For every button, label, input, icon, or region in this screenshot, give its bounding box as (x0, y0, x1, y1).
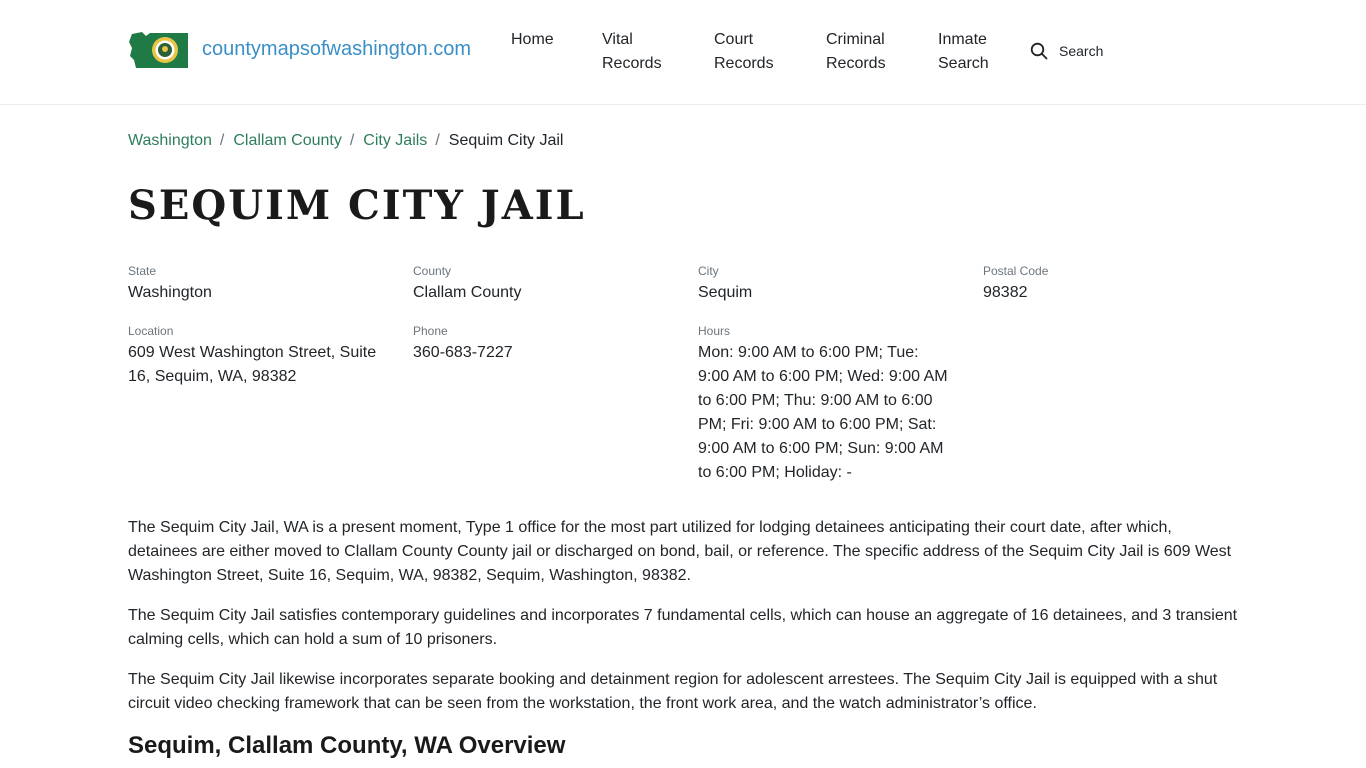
state-info (128, 263, 388, 305)
state-label: State (128, 264, 157, 278)
breadcrumb-current: Sequim City Jail (448, 132, 564, 149)
city-label: City (698, 264, 719, 278)
search-icon (1030, 42, 1048, 60)
nav-court-records[interactable] (714, 28, 774, 76)
phone-value: 360-683-7227 (413, 344, 513, 361)
nav-vital-records[interactable] (602, 28, 662, 76)
search-label: Search (1059, 43, 1104, 59)
state-value: Washington (128, 284, 212, 301)
nav-vital-records-line1: Vital (602, 31, 633, 48)
hours-label: Hours (698, 324, 731, 338)
nav-home[interactable] (511, 28, 554, 52)
nav-vital-records-line2: Records (602, 55, 662, 72)
site-brand-link[interactable] (128, 30, 471, 70)
location-label: Location (128, 324, 174, 338)
breadcrumb-separator: / (435, 132, 440, 149)
site-header (0, 0, 1366, 105)
washington-state-flag-icon (128, 30, 190, 70)
county-info (413, 263, 673, 305)
postal-info (983, 263, 1243, 305)
nav-court-records-line1: Court (714, 31, 754, 48)
nav-inmate-search-line2: Search (938, 55, 989, 72)
overview-heading: Sequim, Clallam County, WA Overview (128, 732, 566, 759)
nav-inmate-search[interactable] (938, 28, 989, 76)
nav-criminal-records[interactable] (826, 28, 886, 76)
county-label: County (413, 264, 452, 278)
nav-inmate-search-line1: Inmate (938, 31, 987, 48)
search-button[interactable] (1030, 42, 1103, 60)
site-name: countymapsofwashington.com (202, 37, 472, 60)
city-info (698, 263, 958, 305)
breadcrumb-separator: / (219, 132, 225, 149)
postal-label: Postal Code (983, 264, 1049, 278)
breadcrumb-clallam-county[interactable]: Clallam County (233, 132, 342, 149)
breadcrumb-separator: / (349, 132, 355, 149)
page-title: SEQUIM CITY JAIL (128, 182, 586, 229)
breadcrumb (128, 130, 563, 152)
nav-criminal-records-line2: Records (826, 55, 886, 72)
location-value: 609 West Washington Street, Suite 16, Sequim, WA, 98382 (128, 344, 377, 385)
breadcrumb-washington[interactable]: Washington (128, 132, 212, 149)
nav-court-records-line2: Records (714, 55, 774, 72)
postal-value: 98382 (983, 284, 1028, 301)
phone-info (413, 323, 668, 365)
nav-home-label: Home (511, 31, 554, 48)
city-value: Sequim (698, 284, 753, 301)
nav-criminal-records-line1: Criminal (826, 31, 885, 48)
location-info (128, 323, 383, 389)
content-paragraph: The Sequim City Jail likewise incorporates separate booking and detainment region for adolescent arrestees. The Sequim City Jail is equipped with a shut circuit video checking framework that can be seen from the workstation, the front work area, and the watch administrator’s office. (128, 671, 1218, 712)
content-paragraph: The Sequim City Jail, WA is a present moment, Type 1 office for the most part utilized for lodging detainees anticipating their court date, after which, detainees are either moved to Clallam County County jail or discharged on bond, bail, or reference. The specific address of the Sequim City Jail is 609 West Washington Street, Suite 16, Sequim, WA, 98382, Sequim, Washington, 98382. (128, 519, 1232, 584)
content-paragraph: The Sequim City Jail satisfies contemporary guidelines and incorporates 7 fundamental cells, which can house an aggregate of 16 detainees, and 3 transient calming cells, which can hold a sum of 10 prisoners. (128, 607, 1238, 648)
hours-value: Mon: 9:00 AM to 6:00 PM; Tue: 9:00 AM to 6:00 PM; Wed: 9:00 AM to 6:00 PM; Thu: 9:00 AM to 6:00 PM; Fri: 9:00 AM to 6:00 PM; Sat: 9:00 AM to 6:00 PM; Sun: 9:00 AM to 6:00 PM; Holiday: - (698, 344, 948, 481)
hours-info (698, 323, 953, 485)
breadcrumb-city-jails[interactable]: City Jails (363, 132, 428, 149)
phone-label: Phone (413, 324, 448, 338)
county-value: Clallam County (413, 284, 522, 301)
